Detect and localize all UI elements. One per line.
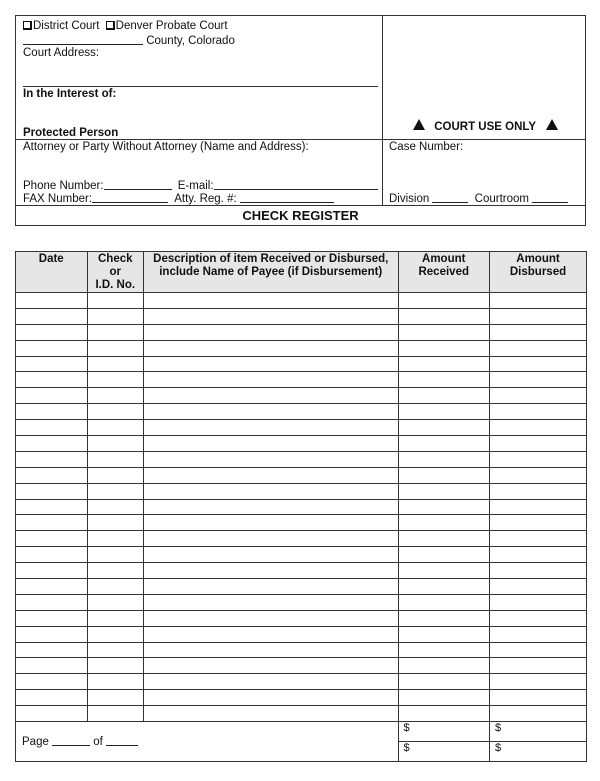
column-header-check: Check or I.D. No. bbox=[87, 252, 144, 293]
division-courtroom-row: Division Courtroom bbox=[389, 192, 568, 206]
caption-vertical-divider bbox=[382, 15, 383, 205]
balance-received-cell[interactable] bbox=[398, 742, 490, 762]
column-header-date: Date bbox=[16, 252, 88, 293]
cell-check[interactable] bbox=[87, 706, 144, 722]
cell-check[interactable] bbox=[87, 674, 144, 690]
cell-check[interactable] bbox=[87, 642, 144, 658]
cell-check[interactable] bbox=[87, 388, 144, 404]
county-line bbox=[23, 34, 235, 48]
cell-received[interactable] bbox=[398, 340, 490, 356]
column-header-disbursed: Amount Disbursed bbox=[490, 252, 587, 293]
cell-received[interactable] bbox=[398, 308, 490, 324]
cell-received[interactable] bbox=[398, 356, 490, 372]
cell-disbursed[interactable] bbox=[490, 690, 587, 706]
cell-received[interactable] bbox=[398, 388, 490, 404]
table-body bbox=[16, 293, 587, 722]
cell-disbursed[interactable] bbox=[490, 531, 587, 547]
cell-date[interactable] bbox=[16, 372, 88, 388]
cell-disbursed[interactable] bbox=[490, 706, 587, 722]
cell-disbursed[interactable] bbox=[490, 547, 587, 563]
cell-description[interactable] bbox=[144, 547, 399, 563]
county-suffix: County, Colorado bbox=[146, 35, 235, 47]
table-row bbox=[16, 690, 587, 706]
page-label: Page bbox=[22, 736, 49, 749]
cell-disbursed[interactable] bbox=[490, 436, 587, 452]
cell-date[interactable] bbox=[16, 531, 88, 547]
column-header-received: Amount Received bbox=[398, 252, 490, 293]
cell-date[interactable] bbox=[16, 293, 88, 309]
cell-check[interactable] bbox=[87, 451, 144, 467]
table-row bbox=[16, 467, 587, 483]
cell-check[interactable] bbox=[87, 436, 144, 452]
cell-check[interactable] bbox=[87, 420, 144, 436]
table-row bbox=[16, 515, 587, 531]
cell-check[interactable] bbox=[87, 308, 144, 324]
cell-description[interactable] bbox=[144, 436, 399, 452]
attorney-label: Attorney or Party Without Attorney (Name and Address): bbox=[23, 141, 309, 153]
cell-check[interactable] bbox=[87, 483, 144, 499]
cell-check[interactable] bbox=[87, 594, 144, 610]
cell-check[interactable] bbox=[87, 626, 144, 642]
cell-description[interactable] bbox=[144, 674, 399, 690]
cell-description[interactable] bbox=[144, 658, 399, 674]
form-title: CHECK REGISTER bbox=[242, 208, 359, 223]
cell-description[interactable] bbox=[144, 563, 399, 579]
cell-date[interactable] bbox=[16, 690, 88, 706]
cell-date[interactable] bbox=[16, 674, 88, 690]
table-row bbox=[16, 372, 587, 388]
cell-description[interactable] bbox=[144, 483, 399, 499]
cell-description[interactable] bbox=[144, 610, 399, 626]
cell-date[interactable] bbox=[16, 483, 88, 499]
cell-check[interactable] bbox=[87, 563, 144, 579]
court-type-row bbox=[23, 20, 228, 33]
cell-date[interactable] bbox=[16, 436, 88, 452]
cell-description[interactable] bbox=[144, 499, 399, 515]
dollar-sign: $ bbox=[495, 722, 502, 735]
cell-description[interactable] bbox=[144, 531, 399, 547]
table-row bbox=[16, 388, 587, 404]
phone-email-row: Phone Number: E-mail: bbox=[23, 179, 378, 193]
cell-disbursed[interactable] bbox=[490, 674, 587, 690]
table-row bbox=[16, 404, 587, 420]
cell-date[interactable] bbox=[16, 420, 88, 436]
fax-field[interactable] bbox=[92, 192, 168, 203]
cell-disbursed[interactable] bbox=[490, 626, 587, 642]
cell-received[interactable] bbox=[398, 594, 490, 610]
cell-disbursed[interactable] bbox=[490, 324, 587, 340]
total-pages-field[interactable] bbox=[106, 735, 138, 746]
cell-disbursed[interactable] bbox=[490, 563, 587, 579]
caption-border-bottom bbox=[15, 225, 586, 226]
cell-description[interactable] bbox=[144, 579, 399, 595]
cell-date[interactable] bbox=[16, 404, 88, 420]
cell-received[interactable] bbox=[398, 404, 490, 420]
cell-received[interactable] bbox=[398, 483, 490, 499]
cell-description[interactable] bbox=[144, 420, 399, 436]
cell-received[interactable] bbox=[398, 372, 490, 388]
cell-disbursed[interactable] bbox=[490, 499, 587, 515]
cell-disbursed[interactable] bbox=[490, 404, 587, 420]
cell-check[interactable] bbox=[87, 324, 144, 340]
cell-disbursed[interactable] bbox=[490, 594, 587, 610]
interest-of-label: In the Interest of: bbox=[23, 88, 117, 100]
cell-date[interactable] bbox=[16, 706, 88, 722]
cell-date[interactable] bbox=[16, 626, 88, 642]
table-row bbox=[16, 293, 587, 309]
table-row bbox=[16, 706, 587, 722]
totals-row bbox=[16, 722, 587, 742]
table-row bbox=[16, 420, 587, 436]
total-disbursed-cell[interactable] bbox=[490, 722, 587, 742]
cell-check[interactable] bbox=[87, 372, 144, 388]
table-row bbox=[16, 610, 587, 626]
cell-date[interactable] bbox=[16, 499, 88, 515]
division-field[interactable] bbox=[432, 192, 468, 203]
table-row bbox=[16, 674, 587, 690]
cell-description[interactable] bbox=[144, 372, 399, 388]
table-row bbox=[16, 642, 587, 658]
table-row bbox=[16, 451, 587, 467]
cell-description[interactable] bbox=[144, 388, 399, 404]
dollar-sign: $ bbox=[403, 742, 410, 755]
cell-received[interactable] bbox=[398, 499, 490, 515]
cell-check[interactable] bbox=[87, 658, 144, 674]
table-row bbox=[16, 499, 587, 515]
cell-disbursed[interactable] bbox=[490, 388, 587, 404]
district-court-option[interactable]: District Court bbox=[23, 20, 103, 32]
cell-received[interactable] bbox=[398, 451, 490, 467]
table-row bbox=[16, 594, 587, 610]
denver-probate-court-option[interactable]: Denver Probate Court bbox=[106, 20, 228, 32]
cell-date[interactable] bbox=[16, 610, 88, 626]
cell-check[interactable] bbox=[87, 531, 144, 547]
cell-date[interactable] bbox=[16, 324, 88, 340]
cell-date[interactable] bbox=[16, 642, 88, 658]
checkbox-icon[interactable] bbox=[106, 21, 115, 30]
cell-received[interactable] bbox=[398, 563, 490, 579]
cell-check[interactable] bbox=[87, 515, 144, 531]
cell-received[interactable] bbox=[398, 420, 490, 436]
table-header-row bbox=[16, 252, 587, 293]
table-row bbox=[16, 324, 587, 340]
cell-description[interactable] bbox=[144, 642, 399, 658]
cell-date[interactable] bbox=[16, 467, 88, 483]
cell-check[interactable] bbox=[87, 547, 144, 563]
table-row bbox=[16, 547, 587, 563]
table-row bbox=[16, 436, 587, 452]
cell-check[interactable] bbox=[87, 404, 144, 420]
caption-border-right bbox=[585, 15, 586, 226]
balance-disbursed-cell[interactable] bbox=[490, 742, 587, 762]
cell-description[interactable] bbox=[144, 308, 399, 324]
cell-received[interactable] bbox=[398, 293, 490, 309]
cell-check[interactable] bbox=[87, 340, 144, 356]
caption-border-top bbox=[15, 15, 586, 16]
cell-date[interactable] bbox=[16, 515, 88, 531]
table-row bbox=[16, 658, 587, 674]
case-number-label: Case Number: bbox=[389, 141, 464, 153]
phone-field[interactable] bbox=[104, 179, 172, 190]
cell-date[interactable] bbox=[16, 563, 88, 579]
court-use-only: COURT USE ONLY bbox=[413, 119, 558, 134]
cell-check[interactable] bbox=[87, 356, 144, 372]
cell-date[interactable] bbox=[16, 658, 88, 674]
cell-description[interactable] bbox=[144, 467, 399, 483]
page-number-field[interactable] bbox=[52, 735, 90, 746]
cell-received[interactable] bbox=[398, 531, 490, 547]
cell-description[interactable] bbox=[144, 293, 399, 309]
court-address-label: Court Address: bbox=[23, 47, 100, 59]
cell-check[interactable] bbox=[87, 610, 144, 626]
atty-reg-field[interactable] bbox=[240, 192, 334, 203]
cell-description[interactable] bbox=[144, 626, 399, 642]
cell-disbursed[interactable] bbox=[490, 467, 587, 483]
cell-received[interactable] bbox=[398, 610, 490, 626]
cell-check[interactable] bbox=[87, 690, 144, 706]
cell-date[interactable] bbox=[16, 356, 88, 372]
cell-disbursed[interactable] bbox=[490, 372, 587, 388]
cell-disbursed[interactable] bbox=[490, 658, 587, 674]
cell-description[interactable] bbox=[144, 324, 399, 340]
cell-date[interactable] bbox=[16, 388, 88, 404]
up-triangle-icon bbox=[546, 119, 558, 130]
cell-check[interactable] bbox=[87, 499, 144, 515]
cell-disbursed[interactable] bbox=[490, 642, 587, 658]
table-row bbox=[16, 563, 587, 579]
cell-description[interactable] bbox=[144, 340, 399, 356]
cell-received[interactable] bbox=[398, 642, 490, 658]
page-number-cell bbox=[16, 722, 399, 762]
cell-description[interactable] bbox=[144, 356, 399, 372]
table-row bbox=[16, 483, 587, 499]
court-address-rule bbox=[23, 86, 378, 87]
cell-description[interactable] bbox=[144, 451, 399, 467]
column-header-description: Description of item Received or Disbursed, include Name of Payee (if Disbursement) bbox=[144, 252, 399, 293]
cell-date[interactable] bbox=[16, 579, 88, 595]
table-row bbox=[16, 579, 587, 595]
cell-check[interactable] bbox=[87, 579, 144, 595]
cell-received[interactable] bbox=[398, 324, 490, 340]
cell-disbursed[interactable] bbox=[490, 308, 587, 324]
cell-disbursed[interactable] bbox=[490, 515, 587, 531]
cell-date[interactable] bbox=[16, 340, 88, 356]
cell-disbursed[interactable] bbox=[490, 579, 587, 595]
table-row bbox=[16, 626, 587, 642]
email-field[interactable] bbox=[214, 179, 378, 190]
cell-date[interactable] bbox=[16, 308, 88, 324]
cell-disbursed[interactable] bbox=[490, 340, 587, 356]
cell-check[interactable] bbox=[87, 467, 144, 483]
cell-disbursed[interactable] bbox=[490, 610, 587, 626]
cell-disbursed[interactable] bbox=[490, 420, 587, 436]
checkbox-icon[interactable] bbox=[23, 21, 32, 30]
cell-description[interactable] bbox=[144, 594, 399, 610]
fax-atty-row: FAX Number: Atty. Reg. #: bbox=[23, 192, 334, 206]
caption-border-left bbox=[15, 15, 16, 226]
cell-date[interactable] bbox=[16, 451, 88, 467]
cell-received[interactable] bbox=[398, 626, 490, 642]
cell-description[interactable] bbox=[144, 706, 399, 722]
dollar-sign: $ bbox=[403, 722, 410, 735]
cell-received[interactable] bbox=[398, 579, 490, 595]
cell-description[interactable] bbox=[144, 515, 399, 531]
cell-received[interactable] bbox=[398, 547, 490, 563]
cell-date[interactable] bbox=[16, 547, 88, 563]
cell-date[interactable] bbox=[16, 594, 88, 610]
county-blank[interactable] bbox=[23, 34, 143, 45]
cell-description[interactable] bbox=[144, 690, 399, 706]
cell-received[interactable] bbox=[398, 515, 490, 531]
table-row bbox=[16, 356, 587, 372]
total-received-cell[interactable] bbox=[398, 722, 490, 742]
cell-received[interactable] bbox=[398, 436, 490, 452]
check-register-table bbox=[15, 251, 587, 762]
cell-received[interactable] bbox=[398, 706, 490, 722]
cell-disbursed[interactable] bbox=[490, 483, 587, 499]
cell-received[interactable] bbox=[398, 658, 490, 674]
cell-disbursed[interactable] bbox=[490, 293, 587, 309]
cell-description[interactable] bbox=[144, 404, 399, 420]
cell-received[interactable] bbox=[398, 690, 490, 706]
cell-check[interactable] bbox=[87, 293, 144, 309]
protected-person-label: Protected Person bbox=[23, 127, 119, 139]
courtroom-field[interactable] bbox=[532, 192, 568, 203]
cell-received[interactable] bbox=[398, 467, 490, 483]
table-row bbox=[16, 340, 587, 356]
cell-received[interactable] bbox=[398, 674, 490, 690]
table-row bbox=[16, 531, 587, 547]
of-label: of bbox=[93, 736, 103, 749]
up-triangle-icon bbox=[413, 119, 425, 130]
cell-disbursed[interactable] bbox=[490, 356, 587, 372]
cell-disbursed[interactable] bbox=[490, 451, 587, 467]
dollar-sign: $ bbox=[495, 742, 502, 755]
table-row bbox=[16, 308, 587, 324]
